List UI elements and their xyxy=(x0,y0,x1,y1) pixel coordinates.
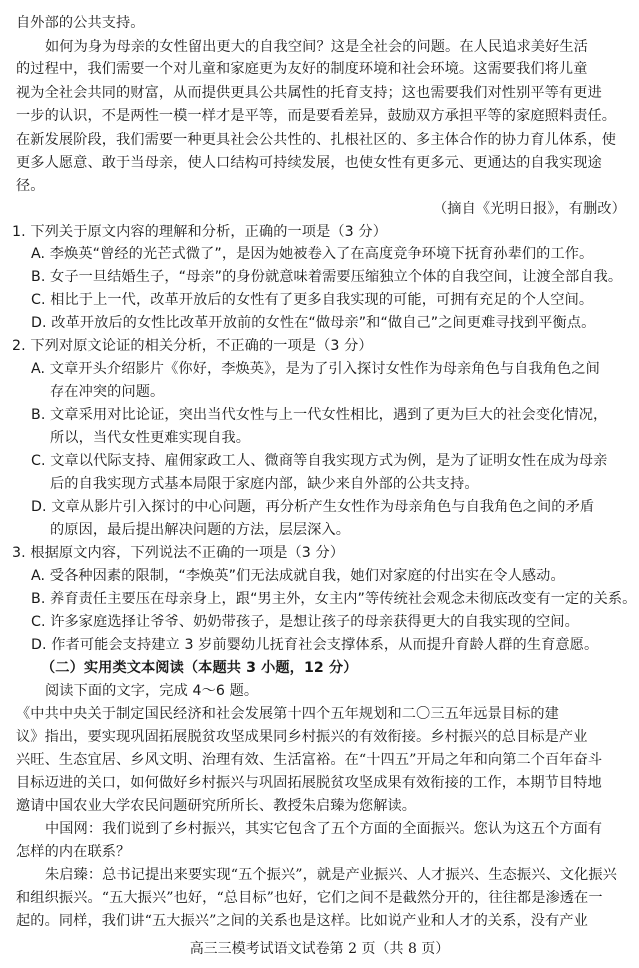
question-1-option-d: D. 改革开放后的女性比改革开放前的女性在“做母亲”和“做自己”之间更难寻找到平衡点。 xyxy=(31,315,596,331)
question-2-stem: 2. 下列对原文论证的相关分析，不正确的一项是（3 分） xyxy=(12,338,373,354)
question-2-option-a-cont: 存在冲突的问题。 xyxy=(50,384,165,400)
text-line-37: 怎样的内在联系？ xyxy=(16,844,131,860)
question-2-option-a: A. 文章开头介绍影片《你好，李焕英》，是为了引入探讨女性作为母亲角色与自我角色之间 xyxy=(31,361,600,377)
question-3-option-b: B. 养育责任主要压在母亲身上，跟“男主外，女主内”等传统社会观念未彻底改变有一定的关系。 xyxy=(31,591,637,607)
text-line-1: 自外部的公共支持。 xyxy=(16,15,145,31)
section-heading: （二）实用类文本阅读（本题共 3 小题，12 分） xyxy=(41,660,358,676)
text-line-7: 更多人愿意、敢于当母亲，使人口结构可持续发展，也使女性有更多元、更通达的自我实现途 xyxy=(16,155,602,171)
question-2-option-d: D. 文章从影片引入探讨的中心问题，再分析产生女性作为母亲角色与自我角色之间的矛盾 xyxy=(31,499,595,515)
question-3-option-d: D. 作者可能会支持建立 3 岁前婴幼儿抚育社会支撑体系，从而提升育龄人群的生育意愿。 xyxy=(31,637,599,653)
question-2-option-c-cont: 后的自我实现方式基本局限于家庭内部，缺少来自外部的公共支持。 xyxy=(50,476,479,492)
text-line-39: 和组织振兴。“五大振兴”也好，“总目标”也好，它们之间不是截然分开的，往往都是渗透在一 xyxy=(16,890,603,906)
question-2-option-c: C. 文章以代际支持、雇佣家政工人、微商等自我实现方式为例，是为了证明女性在成为母亲 xyxy=(31,453,608,469)
question-2-option-b: B. 文章采用对比论证，突出当代女性与上一代女性相比，遇到了更为巨大的社会变化情况， xyxy=(31,407,608,423)
question-1-option-c: C. 相比于上一代，改革开放后的女性有了更多自我实现的可能，可拥有充足的个人空间。 xyxy=(31,292,594,308)
text-line-36: 中国网：我们说到了乡村振兴，其实它包含了五个方面的全面振兴。您认为这五个方面有 xyxy=(45,821,603,837)
text-line-35: 邀请中国农业大学农民问题研究所所长、教授朱启臻为您解读。 xyxy=(16,798,417,814)
text-line-34: 目标迈进的关口，如何做好乡村振兴与巩固拓展脱贫攻坚成果有效衔接的工作，本期节目特地 xyxy=(16,775,602,791)
question-1-option-a: A. 李焕英“曾经的光芒式微了”，是因为她被卷入了在高度竞争环境下抚育孙辈们的工作。 xyxy=(31,246,594,262)
source-citation: （摘自《光明日报》，有删改） xyxy=(433,201,626,217)
text-line-2: 如何为身为母亲的女性留出更大的自我空间？这是全社会的问题。在人民追求美好生活 xyxy=(45,39,588,55)
text-line-32: 议》指出，要实现巩固拓展脱贫攻坚成果同乡村振兴的有效衔接。乡村振兴的总目标是产业 xyxy=(16,729,588,745)
page-footer: 高三三模考试语文试卷第 2 页（共 8 页） xyxy=(189,941,450,957)
question-2-option-d-cont: 的原因，最后提出解决问题的方法，层层深入。 xyxy=(50,522,351,538)
text-line-6: 在新发展阶段，我们需要一种更具社会公共性的、扎根社区的、多主体合作的协力育儿体系，使 xyxy=(16,132,617,148)
text-line-4: 视为全社会共同的财富，从而提供更具公共属性的托育支持；这也需要我们对性别平等有更进 xyxy=(16,85,602,101)
text-line-31: 《中共中央关于制定国民经济和社会发展第十四个五年规划和二〇三五年远景目标的建 xyxy=(16,706,559,722)
question-2-option-b-cont: 所以，当代女性更难实现自我。 xyxy=(50,430,251,446)
text-line-38: 朱启臻：总书记提出来要实现“五个振兴”，就是产业振兴、人才振兴、生态振兴、文化振兴 xyxy=(45,867,617,883)
text-line-5: 一步的认识，不是两性一模一样才是平等，而是要看差异，鼓励双方承担平等的家庭照料责任。 xyxy=(16,108,617,124)
text-line-40: 起的。同样，我们讲“五大振兴”之间的关系也是这样。比如说产业和人才的关系，没有产业 xyxy=(16,913,588,929)
question-3-option-a: A. 受各种因素的限制，“李焕英”们无法成就自我，她们对家庭的付出实在令人感动。 xyxy=(31,568,565,584)
question-3-stem: 3. 根据原文内容，下列说法不正确的一项是（3 分） xyxy=(12,545,345,561)
text-line-33: 兴旺、生态宜居、乡风文明、治理有效、生活富裕。在“十四五”开局之年和向第二个百年奋斗 xyxy=(16,752,603,768)
reading-instruction: 阅读下面的文字，完成 4～6 题。 xyxy=(45,683,259,699)
question-3-option-c: C. 许多家庭选择让爷爷、奶奶带孩子，是想让孩子的母亲获得更大的自我实现的空间。 xyxy=(31,614,579,630)
text-line-8: 径。 xyxy=(16,178,45,194)
text-line-3: 的过程中，我们需要一个对儿童和家庭更为友好的制度环境和社会环境。这需要我们将儿童 xyxy=(16,61,588,77)
question-1-stem: 1. 下列关于原文内容的理解和分析，正确的一项是（3 分） xyxy=(12,224,387,240)
question-1-option-b: B. 女子一旦结婚生子，“母亲”的身份就意味着需要压缩独立个体的自我空间，让渡全部自我。 xyxy=(31,269,623,285)
